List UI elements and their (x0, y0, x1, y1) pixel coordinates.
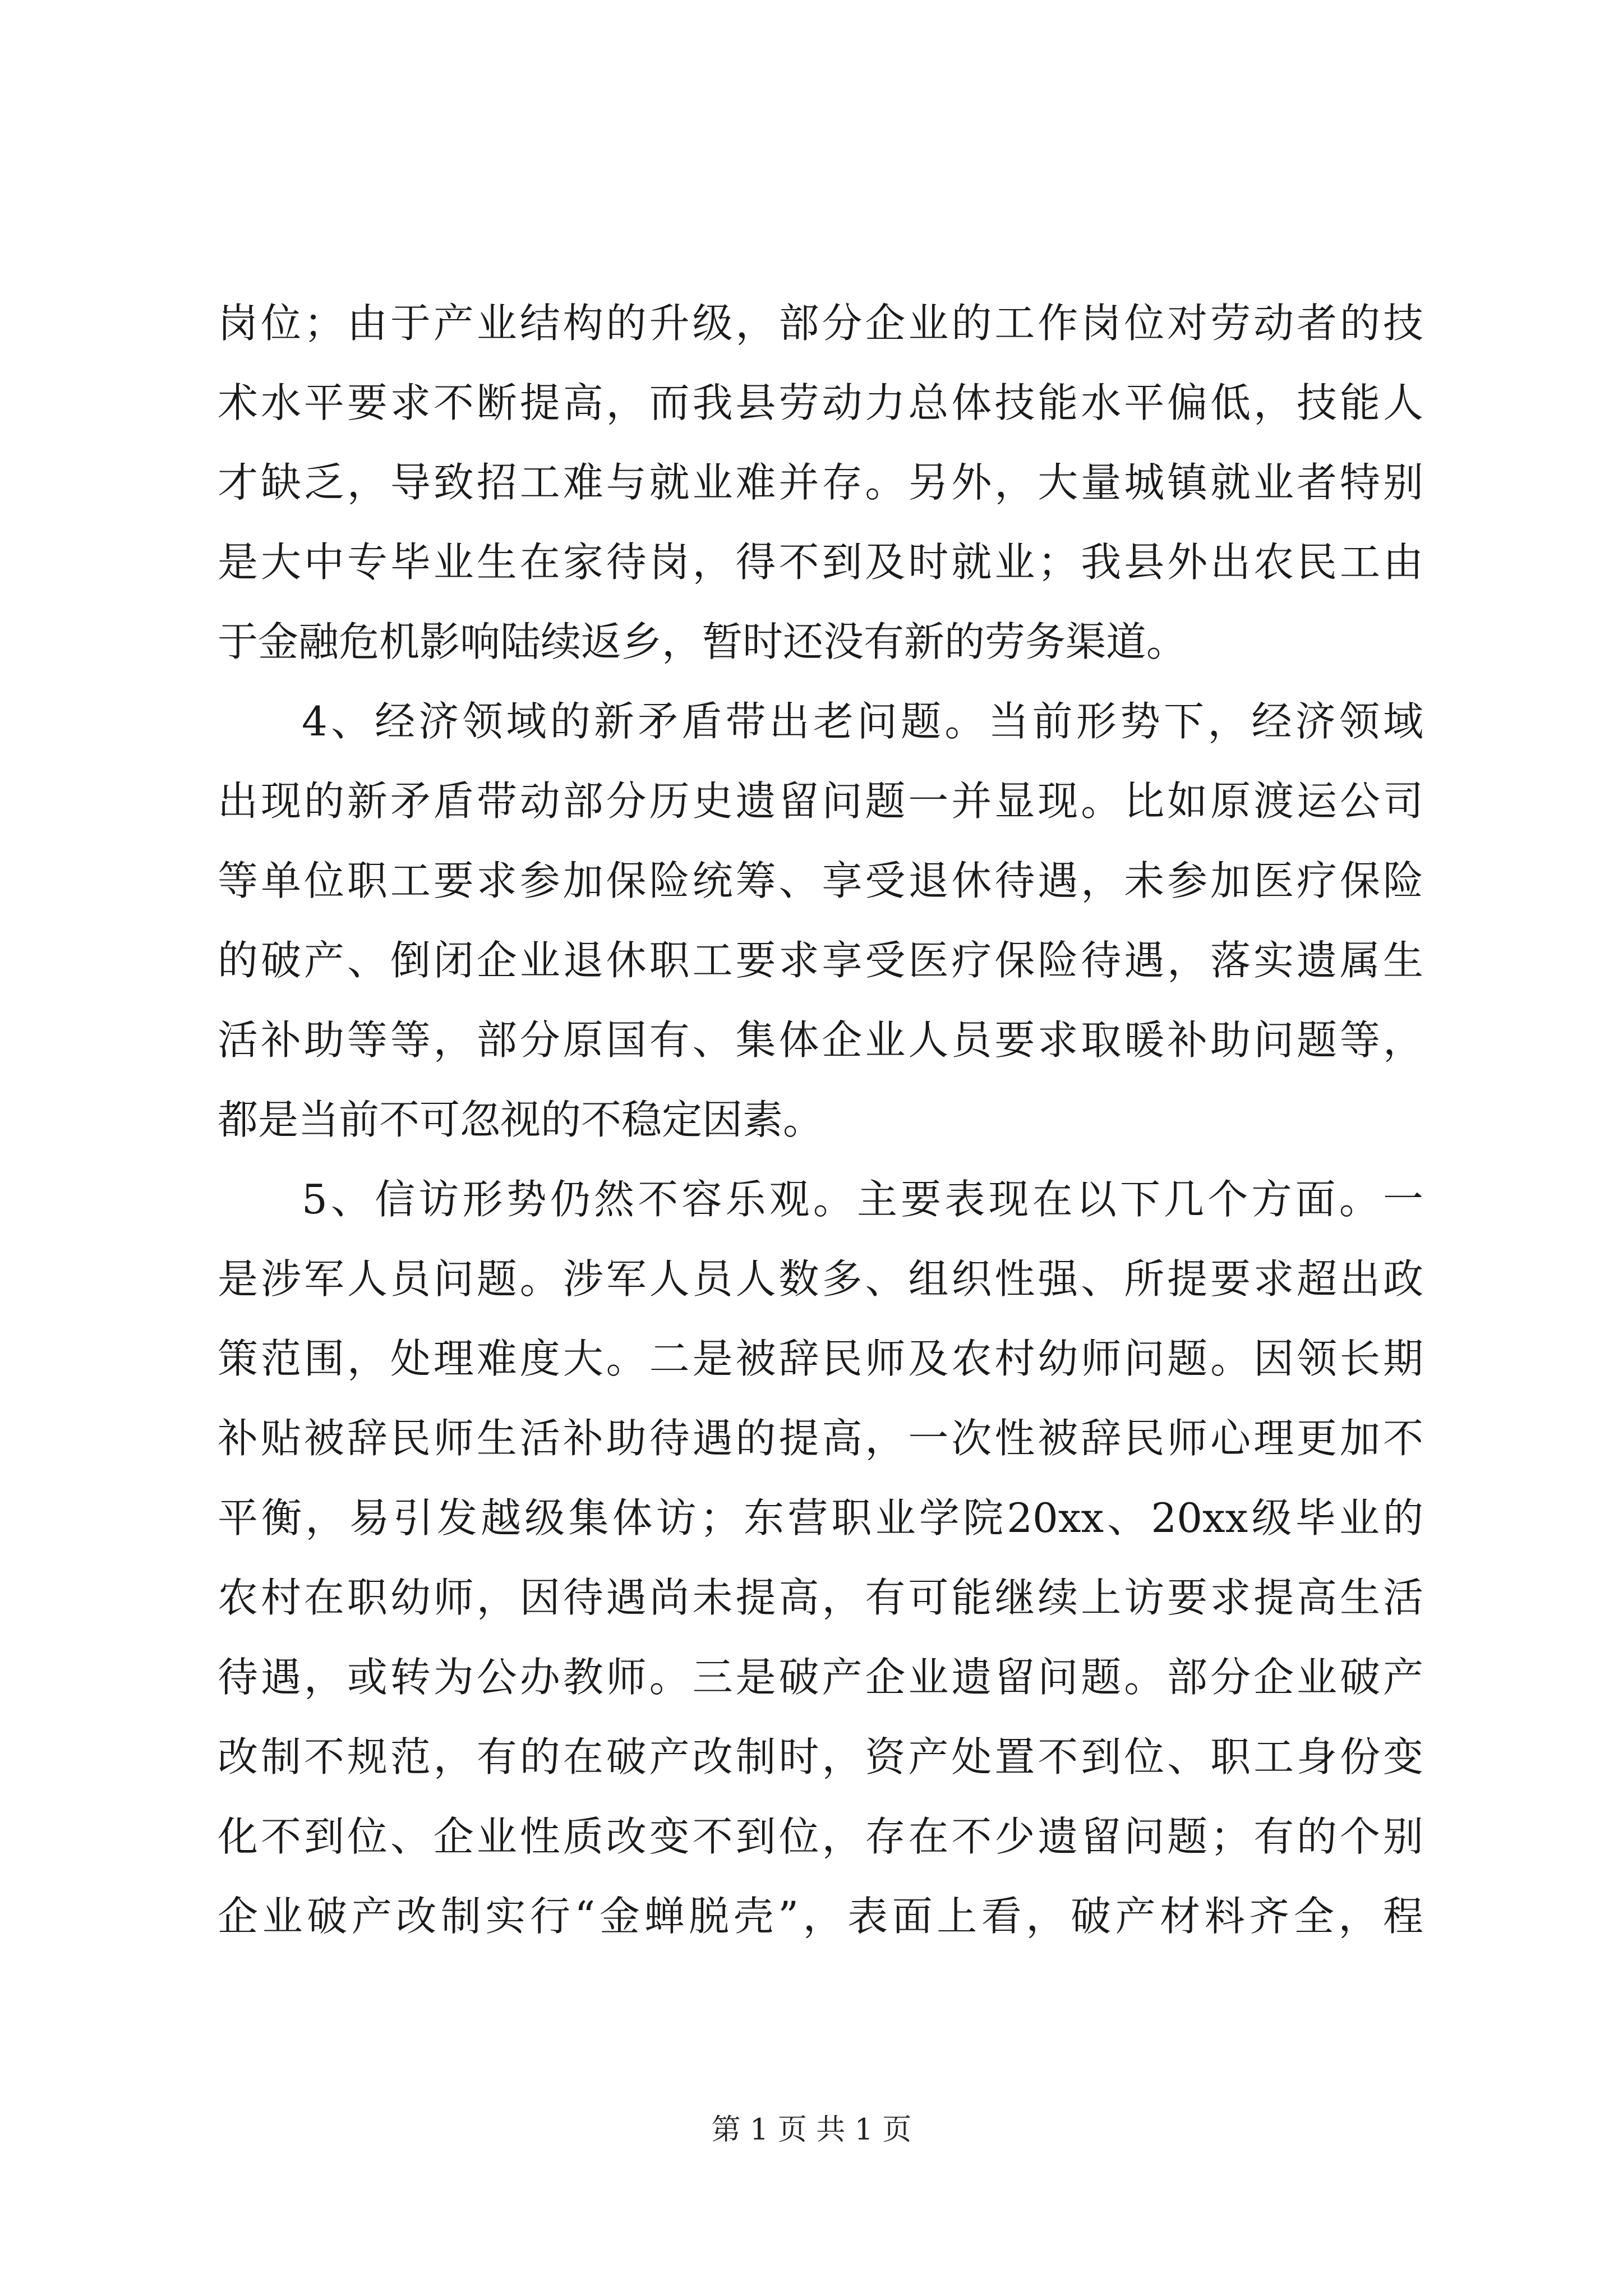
text-line: 岗位；由于产业结构的升级，部分企业的工作岗位对劳动者的技 (218, 300, 1423, 347)
text-line: 平衡，易引发越级集体访；东营职业学院20xx、20xx级毕业的 (218, 1494, 1423, 1542)
text-line: 化不到位、企业性质改变不到位，存在不少遗留问题；有的个别 (218, 1813, 1423, 1860)
text-line: 的破产、倒闭企业退休职工要求享受医疗保险待遇，落实遗属生 (218, 937, 1423, 984)
text-line: 补贴被辞民师生活补助待遇的提高，一次性被辞民师心理更加不 (218, 1415, 1423, 1462)
text-line: 活补助等等，部分原国有、集体企业人员要求取暖补助问题等， (218, 1016, 1423, 1064)
paragraph-4-start: 4、经济领域的新矛盾带出老问题。当前形势下，经济领域 (302, 698, 1423, 745)
text-line: 出现的新矛盾带动部分历史遗留问题一并显现。比如原渡运公司 (218, 777, 1423, 825)
text-line: 待遇，或转为公办教师。三是破产企业遗留问题。部分企业破产 (218, 1654, 1423, 1701)
text-line: 是涉军人员问题。涉军人员人数多、组织性强、所提要求超出政 (218, 1255, 1423, 1303)
text-line: 企业破产改制实行“金蝉脱壳”，表面上看，破产材料齐全，程 (218, 1893, 1423, 1940)
text-line: 术水平要求不断提高，而我县劳动力总体技能水平偏低，技能人 (218, 379, 1423, 426)
text-line: 农村在职幼师，因待遇尚未提高，有可能继续上访要求提高生活 (218, 1574, 1423, 1621)
text-line: 才缺乏，导致招工难与就业难并存。另外，大量城镇就业者特别 (218, 459, 1423, 506)
text-line: 是大中专毕业生在家待岗，得不到及时就业；我县外出农民工由 (218, 539, 1423, 586)
text-line: 策范围，处理难度大。二是被辞民师及农村幼师问题。因领长期 (218, 1335, 1423, 1382)
text-line: 于金融危机影响陆续返乡，暂时还没有新的劳务渠道。 (218, 618, 1187, 665)
paragraph-5-start: 5、信访形势仍然不容乐观。主要表现在以下几个方面。一 (302, 1176, 1423, 1223)
text-line: 改制不规范，有的在破产改制时，资产处置不到位、职工身份变 (218, 1733, 1423, 1780)
body-text (218, 283, 1423, 1956)
text-line: 都是当前不可忽视的不稳定因素。 (218, 1096, 824, 1143)
text-line: 等单位职工要求参加保险统筹、享受退休待遇，未参加医疗保险 (218, 857, 1423, 904)
page-footer: 第 1 页 共 1 页 (711, 2113, 912, 2147)
